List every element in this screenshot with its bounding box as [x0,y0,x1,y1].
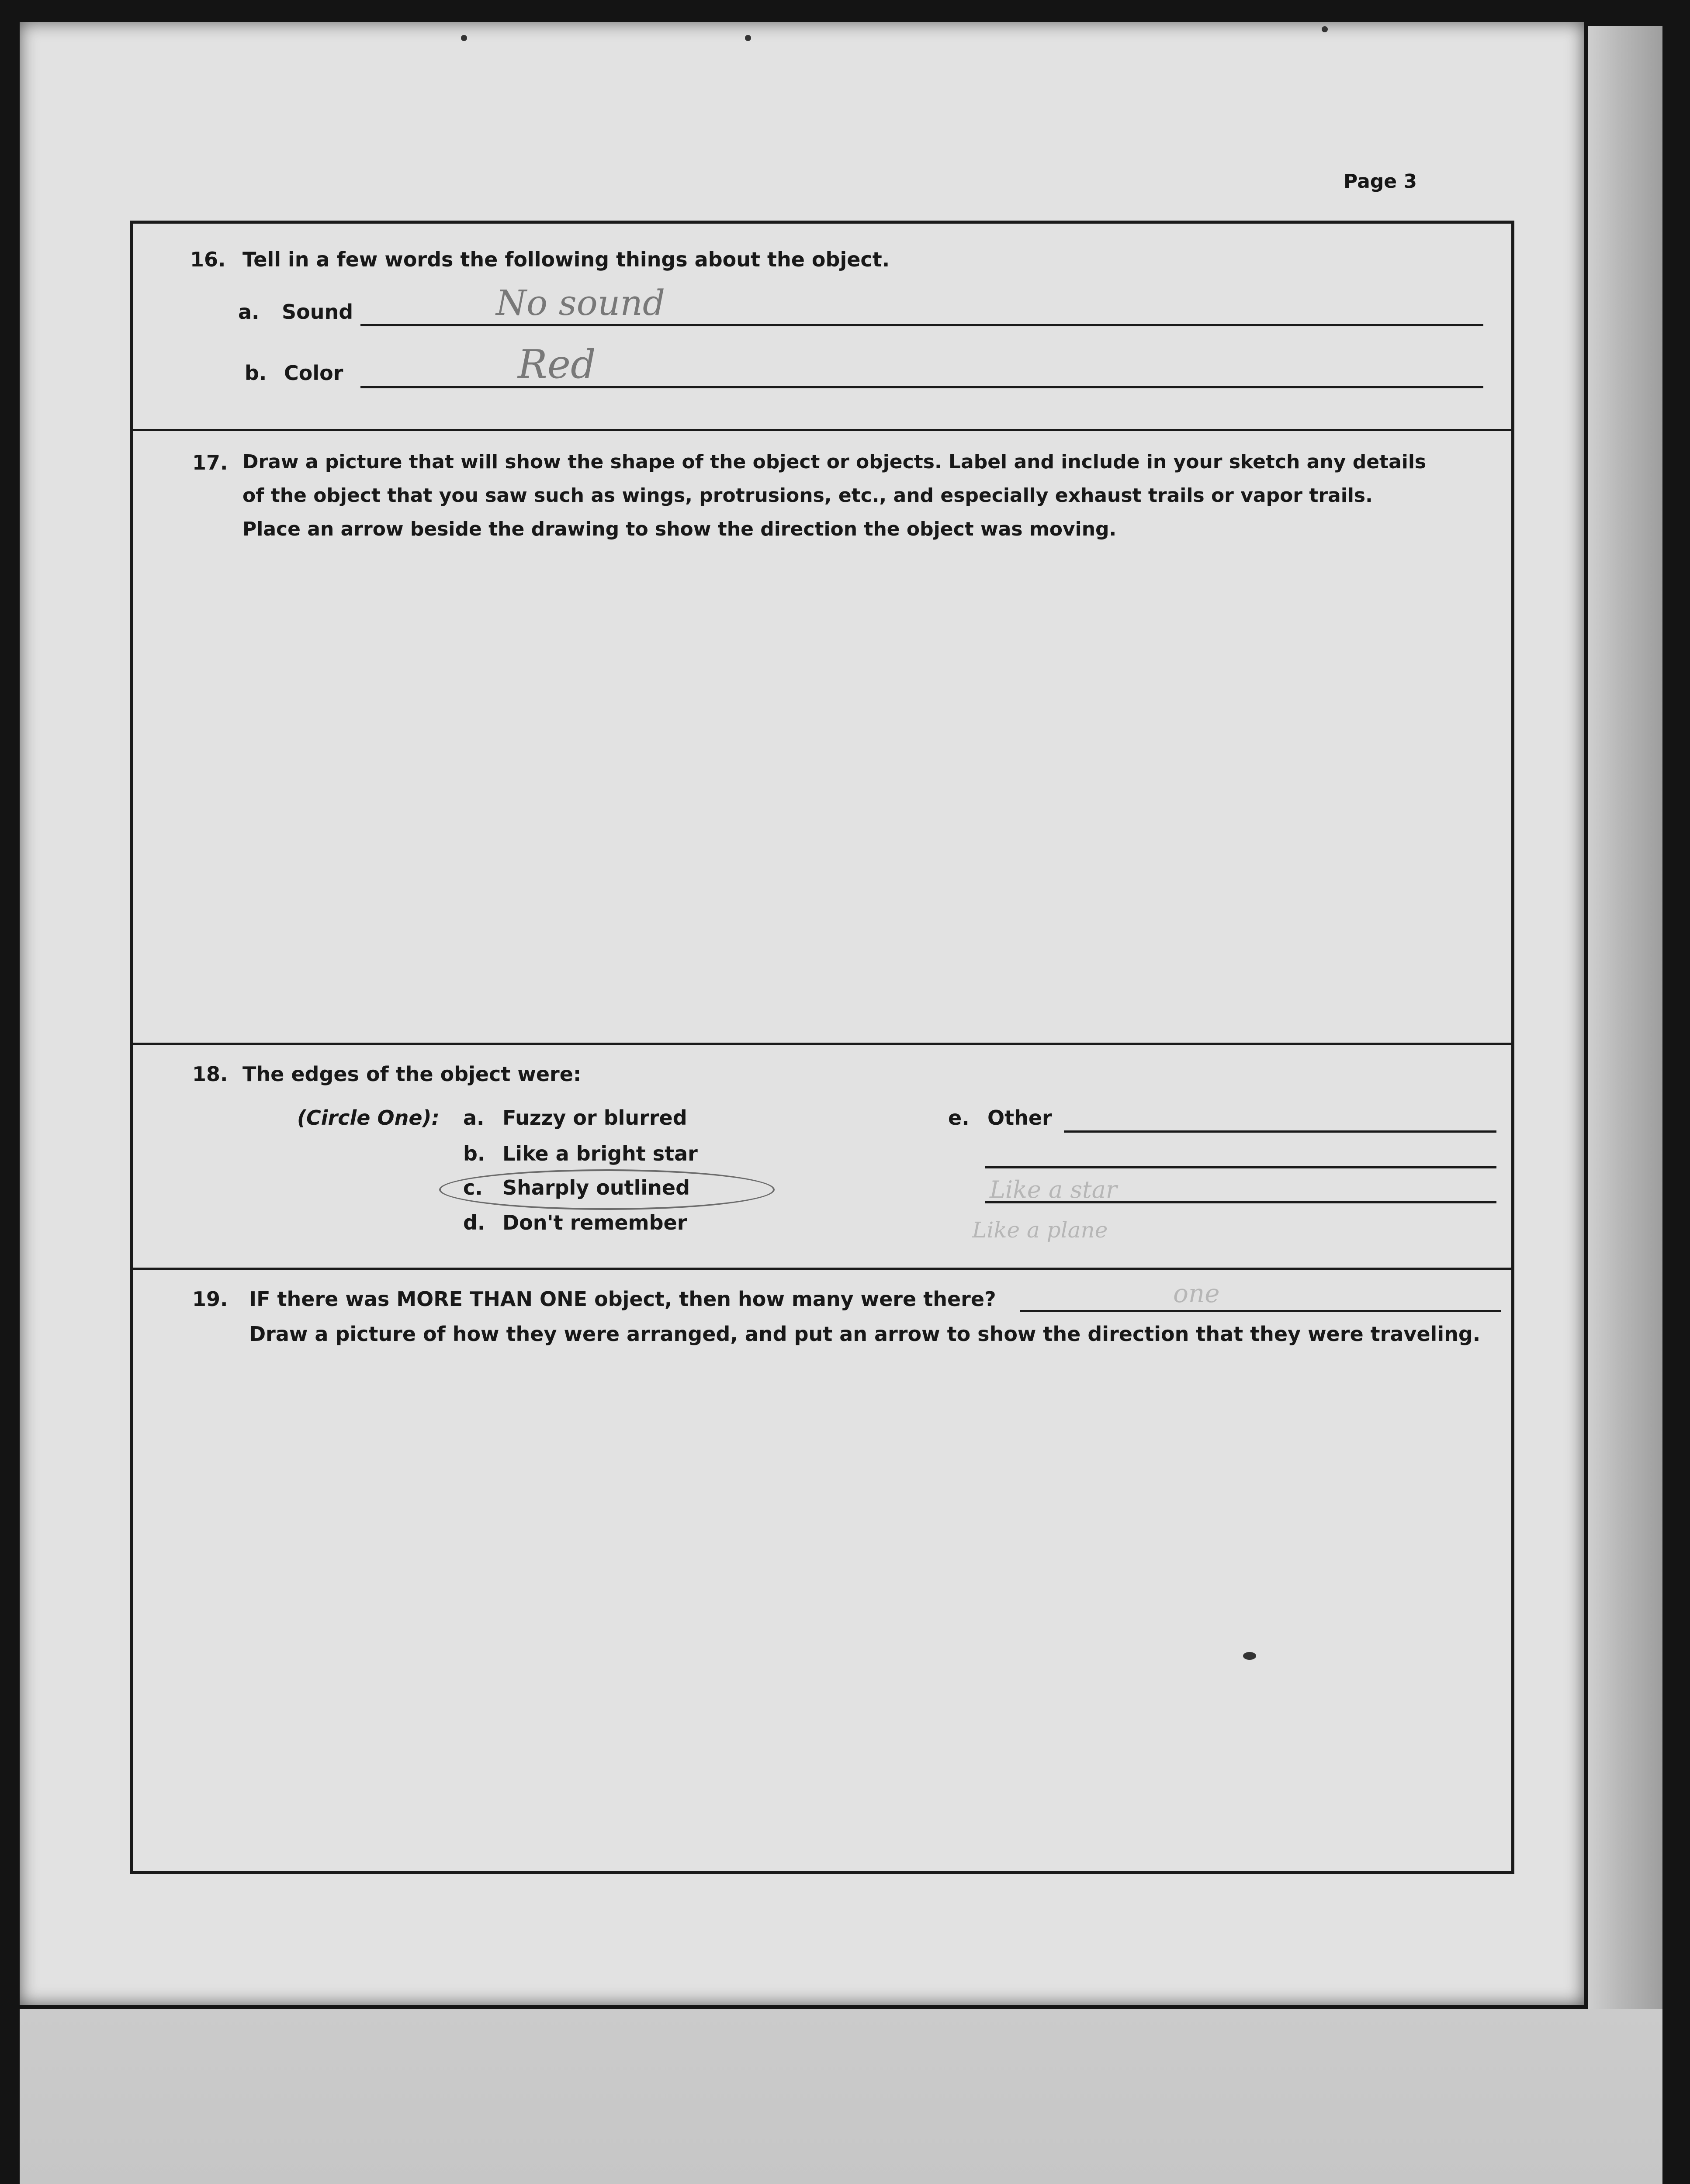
q19-line-2: Draw a picture of how they were arranged, and put an arrow to show the direction that they were traveling. [249,1322,1481,1346]
count-answer[interactable]: one [1173,1279,1220,1308]
q16-prompt: Tell in a few words the following things about the object. [242,248,890,271]
q16a-letter: a. [238,300,260,324]
option-e-letter: e. [948,1106,970,1130]
q16b-letter: b. [245,361,267,385]
question-18 [133,1045,1511,1270]
option-e-label: Other [987,1106,1052,1130]
other-handwriting-1[interactable]: Like a star [990,1176,1117,1203]
other-handwriting-2[interactable]: Like a plane [972,1217,1108,1243]
paper-edge [1588,26,1662,2009]
question-16 [133,224,1511,431]
option-a-letter: a. [463,1106,485,1130]
sound-answer[interactable]: No sound [496,283,665,323]
backing-board [20,2009,1662,2184]
option-a-label[interactable]: Fuzzy or blurred [502,1106,687,1130]
ink-speck [1243,1652,1256,1660]
q18-prompt: The edges of the object were: [242,1062,582,1086]
sketch-area[interactable] [159,553,1483,1025]
circle-one-instruction: (Circle One): [297,1106,440,1130]
dust-speck [1322,26,1328,32]
circled-answer-mark [439,1169,775,1210]
page-number: Page 3 [1344,170,1417,193]
q18-number: 18. [192,1062,228,1086]
q17-line-1: Draw a picture that will show the shape of the object or objects. Label and include in your sketch any details [242,451,1427,473]
other-line-1 [1064,1130,1496,1133]
q17-line-3: Place an arrow beside the drawing to show the direction the object was moving. [242,518,1117,540]
questionnaire-form [130,221,1514,1874]
q19-line-1: IF there was MORE THAN ONE object, then how many were there? [249,1287,996,1311]
q16b-label: Color [284,361,343,385]
other-line-2 [985,1166,1496,1168]
option-d-label[interactable]: Don't remember [502,1211,687,1234]
q17-number: 17. [192,451,228,474]
dust-speck [461,35,467,41]
q16a-label: Sound [282,300,353,324]
question-17 [133,431,1511,1045]
option-b-label[interactable]: Like a bright star [502,1142,698,1165]
q17-line-2: of the object that you saw such as wings, protrusions, etc., and especially exhaust trails or vapor trails. [242,484,1373,507]
arrangement-sketch-area[interactable] [159,1357,1483,1851]
option-b-letter: b. [463,1142,485,1165]
question-19 [133,1270,1511,1873]
q16-number: 16. [190,248,226,271]
option-c-letter: c. [463,1176,483,1199]
q19-number: 19. [192,1287,228,1311]
color-answer[interactable]: Red [518,342,596,387]
option-c-label[interactable]: Sharply outlined [502,1176,690,1199]
sound-answer-line [360,324,1483,326]
count-answer-line [1020,1310,1501,1312]
dust-speck [745,35,751,41]
option-d-letter: d. [463,1211,485,1234]
